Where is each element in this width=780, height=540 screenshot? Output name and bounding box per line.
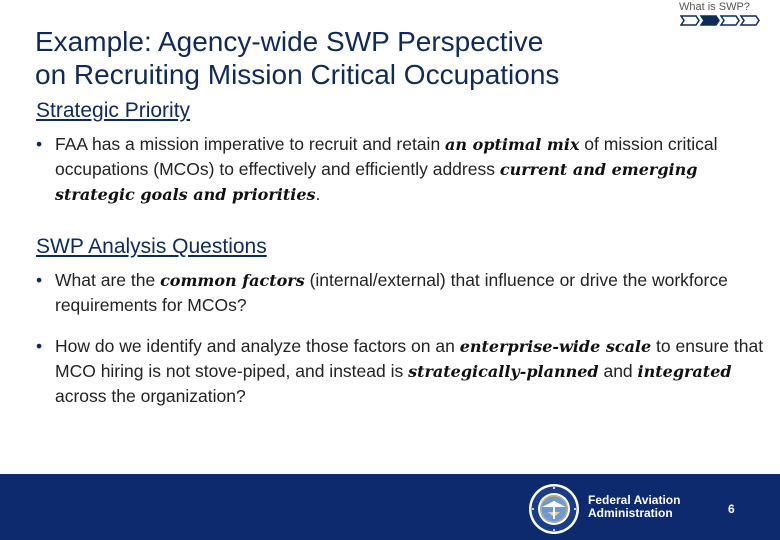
- bullet-text: FAA has a mission imperative to recruit and retain: [55, 134, 446, 154]
- bullet-text: to ensure that MCO hiring is not stove-piped, and instead is: [55, 336, 764, 381]
- strategic-priority-bullet: [36, 132, 770, 207]
- analysis-question-1: [36, 268, 770, 317]
- agency-name: [588, 494, 680, 520]
- emphasis-text: an optimal mix: [445, 135, 580, 154]
- title-line-1: Example: Agency-wide SWP Perspective: [35, 26, 544, 57]
- swp-analysis-questions-heading: SWP Analysis Questions: [36, 235, 267, 258]
- title-line-2: on Recruiting Mission Critical Occupations: [35, 59, 560, 90]
- bullet-glyph: •: [36, 336, 43, 356]
- bullet-text: across the organization?: [55, 386, 246, 406]
- emphasis-text: enterprise-wide scale: [459, 337, 652, 356]
- nav-label: What is SWP?: [679, 1, 750, 13]
- agency-line-2: Administration: [588, 506, 673, 520]
- emphasis-text: strategically-planned: [408, 362, 599, 381]
- emphasis-text: current and emerging strategic goals and priorities: [55, 160, 698, 204]
- bullet-text: of mission critical occupations (MCOs) to effectively and efficiently address: [55, 134, 718, 179]
- strategic-priority-heading: Strategic Priority: [36, 99, 191, 122]
- chevron-step-4-icon: [741, 16, 759, 25]
- chevron-step-2-icon: [701, 16, 719, 25]
- bullet-glyph: •: [36, 270, 43, 290]
- faa-seal-icon: [528, 483, 580, 535]
- bullet-text: (internal/external) that influence or drive the workforce requirements for MCOs?: [55, 270, 728, 315]
- agency-line-1: Federal Aviation: [588, 493, 681, 507]
- bullet-text: and: [598, 361, 638, 381]
- chevron-step-3-icon: [721, 16, 739, 25]
- analysis-question-2: [36, 334, 770, 408]
- bullet-glyph: •: [36, 134, 43, 154]
- bullet-text: What are the: [55, 270, 161, 290]
- slide-title: [35, 25, 715, 91]
- chevron-step-1-icon: [681, 16, 699, 25]
- bullet-text: .: [315, 184, 321, 204]
- emphasis-text: integrated: [637, 362, 732, 381]
- bullet-text: How do we identify and analyze those factors on an: [55, 336, 460, 356]
- page-number: 6: [728, 502, 735, 516]
- emphasis-text: common factors: [160, 271, 305, 290]
